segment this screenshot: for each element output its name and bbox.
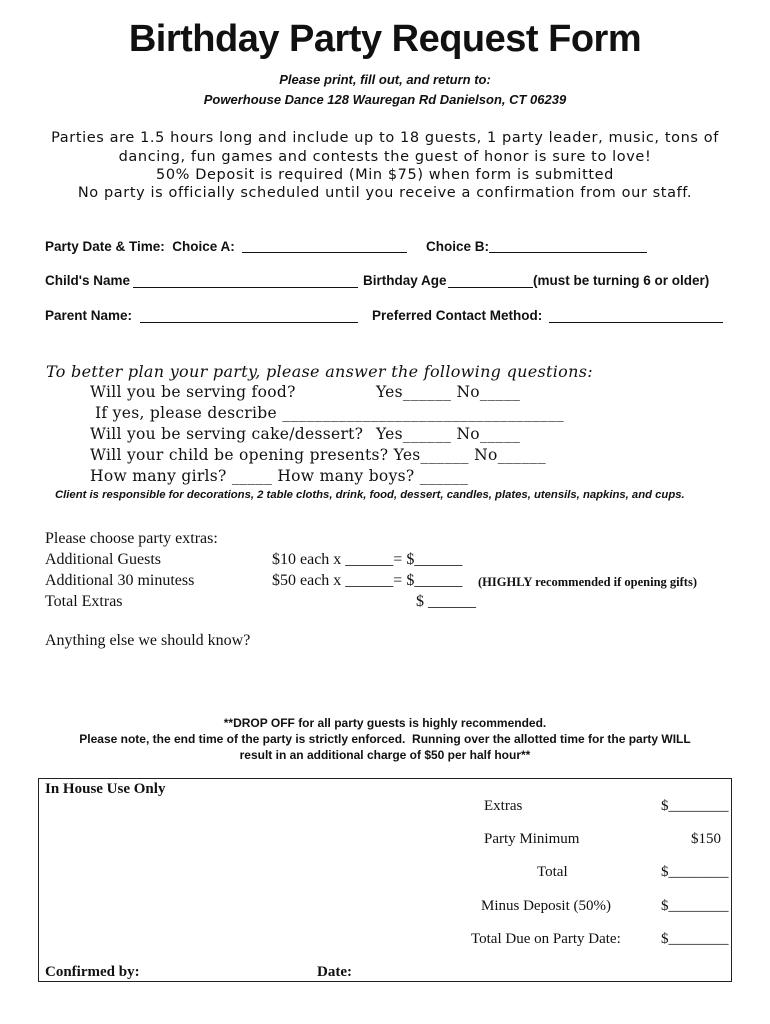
extras-time-label: Additional 30 minutess xyxy=(45,572,195,589)
in-house-total-label: Total xyxy=(537,864,568,880)
questions-intro: To better plan your party, please answer the following questions: xyxy=(46,362,593,381)
child-name-label: Child's Name xyxy=(45,273,130,288)
child-name-field[interactable] xyxy=(133,287,358,288)
parent-name-field[interactable] xyxy=(140,322,358,323)
form-title: Birthday Party Request Form xyxy=(128,18,642,60)
in-house-deposit-label: Minus Deposit (50%) xyxy=(481,898,611,914)
contact-method-field[interactable] xyxy=(549,322,723,323)
confirmed-by-label: Confirmed by: xyxy=(45,964,140,980)
extras-guests-label: Additional Guests xyxy=(45,551,161,568)
intro-line-1: Parties are 1.5 hours long and include up to 18 guests, 1 party leader, music, tons of xyxy=(51,130,719,146)
choice-a-field[interactable] xyxy=(242,252,407,253)
dropoff-note: **DROP OFF for all party guests is highly recommended. xyxy=(223,716,547,730)
in-house-due-value[interactable]: $________ xyxy=(661,931,729,947)
anything-else-label: Anything else we should know? xyxy=(45,632,251,649)
in-house-heading: In House Use Only xyxy=(45,781,166,797)
choice-b-label: Choice B: xyxy=(426,239,490,254)
in-house-box xyxy=(38,778,732,982)
in-house-due-label: Total Due on Party Date: xyxy=(471,931,621,947)
anything-else-field[interactable] xyxy=(45,656,725,706)
in-house-total-value[interactable]: $________ xyxy=(661,864,729,880)
in-house-minimum-label: Party Minimum xyxy=(484,831,580,847)
intro-line-2: dancing, fun games and contests the guest of honor is sure to love! xyxy=(118,149,652,165)
end-time-note: Please note, the end time of the party is strictly enforced. Running over the allotted time for the party WILL xyxy=(79,732,691,746)
extras-heading: Please choose party extras: xyxy=(45,530,218,547)
question-cake: Will you be serving cake/dessert? xyxy=(90,425,364,443)
party-date-label: Party Date & Time: Choice A: xyxy=(45,239,235,254)
extras-total-value[interactable]: $ ______ xyxy=(416,593,476,610)
question-food: Will you be serving food? xyxy=(90,383,296,401)
client-responsibility-note: Client is responsible for decorations, 2 table cloths, drink, food, dessert, candles, plates, utensils, napkins, and cups. xyxy=(55,489,685,501)
intro-line-3: 50% Deposit is required (Min $75) when form is submitted xyxy=(156,167,614,183)
studio-address: Powerhouse Dance 128 Wauregan Rd Danielson, CT 06239 xyxy=(203,92,567,107)
birthday-age-label: Birthday Age xyxy=(363,273,447,288)
question-presents[interactable]: Will your child be opening presents? Yes______ No______ xyxy=(90,446,546,464)
answer-food[interactable]: Yes______ No_____ xyxy=(376,383,521,401)
extras-total-label: Total Extras xyxy=(45,593,123,610)
extras-time-note: (HIGHLY recommended if opening gifts) xyxy=(478,575,697,589)
overtime-charge-note: result in an additional charge of $50 per half hour** xyxy=(239,748,531,762)
question-guest-count[interactable]: How many girls? _____ How many boys? ______ xyxy=(90,467,469,485)
extras-time-price[interactable]: $50 each x ______= $______ xyxy=(272,572,463,589)
return-instructions: Please print, fill out, and return to: xyxy=(279,72,491,87)
in-house-extras-value[interactable]: $________ xyxy=(661,798,729,814)
choice-b-field[interactable] xyxy=(489,252,647,253)
intro-line-4: No party is officially scheduled until you receive a confirmation from our staff. xyxy=(77,185,693,201)
answer-cake[interactable]: Yes______ No_____ xyxy=(376,425,521,443)
question-food-describe[interactable]: If yes, please describe ___________________________________ xyxy=(95,404,564,422)
birthday-age-field[interactable] xyxy=(448,287,533,288)
contact-method-label: Preferred Contact Method: xyxy=(372,308,543,323)
parent-name-label: Parent Name: xyxy=(45,308,133,323)
in-house-deposit-value[interactable]: $________ xyxy=(661,898,729,914)
age-note: (must be turning 6 or older) xyxy=(533,273,710,288)
date-label: Date: xyxy=(317,964,352,980)
in-house-minimum-value: $150 xyxy=(691,831,721,847)
in-house-extras-label: Extras xyxy=(484,798,523,814)
extras-guests-price[interactable]: $10 each x ______= $______ xyxy=(272,551,463,568)
